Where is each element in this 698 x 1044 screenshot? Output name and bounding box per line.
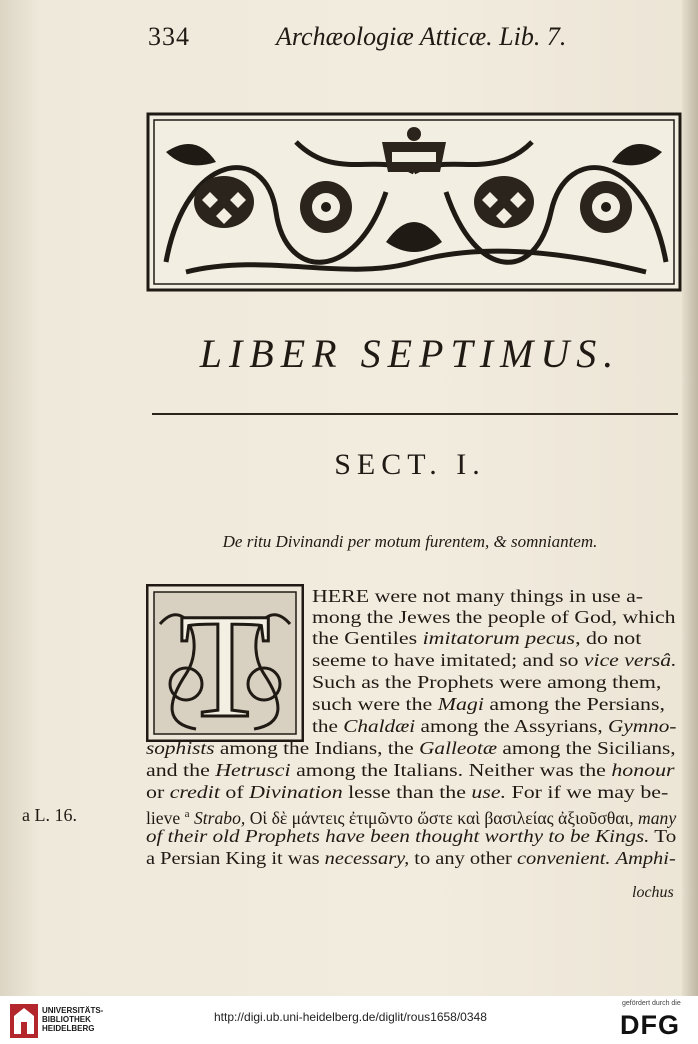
- text-line: or credit of Divination lesse than the use. For if we may be-: [146, 782, 669, 802]
- catchword: lochus: [632, 884, 674, 901]
- sponsor-note: gefördert durch die: [622, 1000, 681, 1007]
- viewer-footer: [0, 996, 698, 1044]
- text-line: Such as the Prophets were among them,: [312, 672, 662, 692]
- library-name: UNIVERSITÄTS- BIBLIOTHEK HEIDELBERG: [42, 1006, 104, 1033]
- text-line: seeme to have imitated; and so vice versâ.: [312, 650, 677, 670]
- text-line: the Gentiles imitatorum pecus, do not: [312, 628, 642, 648]
- text-line: HERE were not many things in use a-: [312, 586, 644, 606]
- section-heading: SECT. I.: [334, 448, 486, 481]
- running-title: Archæologiæ Atticæ. Lib. 7.: [276, 22, 567, 51]
- section-subtitle: De ritu Divinandi per motum furentem, & somniantem.: [222, 532, 598, 551]
- horizontal-rule: [152, 413, 678, 415]
- running-head: [148, 22, 628, 58]
- university-library-logo: [10, 1004, 38, 1038]
- ornamental-headpiece: [146, 112, 682, 292]
- decorated-initial: [146, 584, 304, 742]
- text-line: the Chaldæi among the Assyrians, Gymno-: [312, 716, 677, 736]
- text-line: of their old Prophets have been thought worthy to be Kings. To: [146, 826, 677, 846]
- page-edge: [682, 0, 698, 996]
- text-line: a Persian King it was necessary, to any other convenient. Amphi-: [146, 848, 676, 868]
- text-line: such were the Magi among the Persians,: [312, 694, 665, 714]
- text-line: and the Hetrusci among the Italians. Neither was the honour: [146, 760, 675, 780]
- dropcap-letter: T: [179, 584, 271, 742]
- page-number: 334: [148, 22, 190, 51]
- text-line: mong the Jewes the people of God, which: [312, 607, 676, 627]
- margin-note: a L. 16.: [22, 805, 77, 825]
- text-line: lieve $^a$ Strabo, Οἱ δὲ μάντεις ἐτιμῶντο ὥστε καὶ βασιλείας ἀξιοῦσθαι, many: [146, 807, 677, 828]
- book-title: LIBER SEPTIMUS.: [199, 331, 621, 376]
- dfg-logo: DFG: [620, 1010, 680, 1040]
- text-line: sophists among the Indians, the Galleotæ among the Sicilians,: [146, 738, 676, 758]
- permalink-url[interactable]: http://digi.ub.uni-heidelberg.de/diglit/rous1658/0348: [214, 1010, 487, 1024]
